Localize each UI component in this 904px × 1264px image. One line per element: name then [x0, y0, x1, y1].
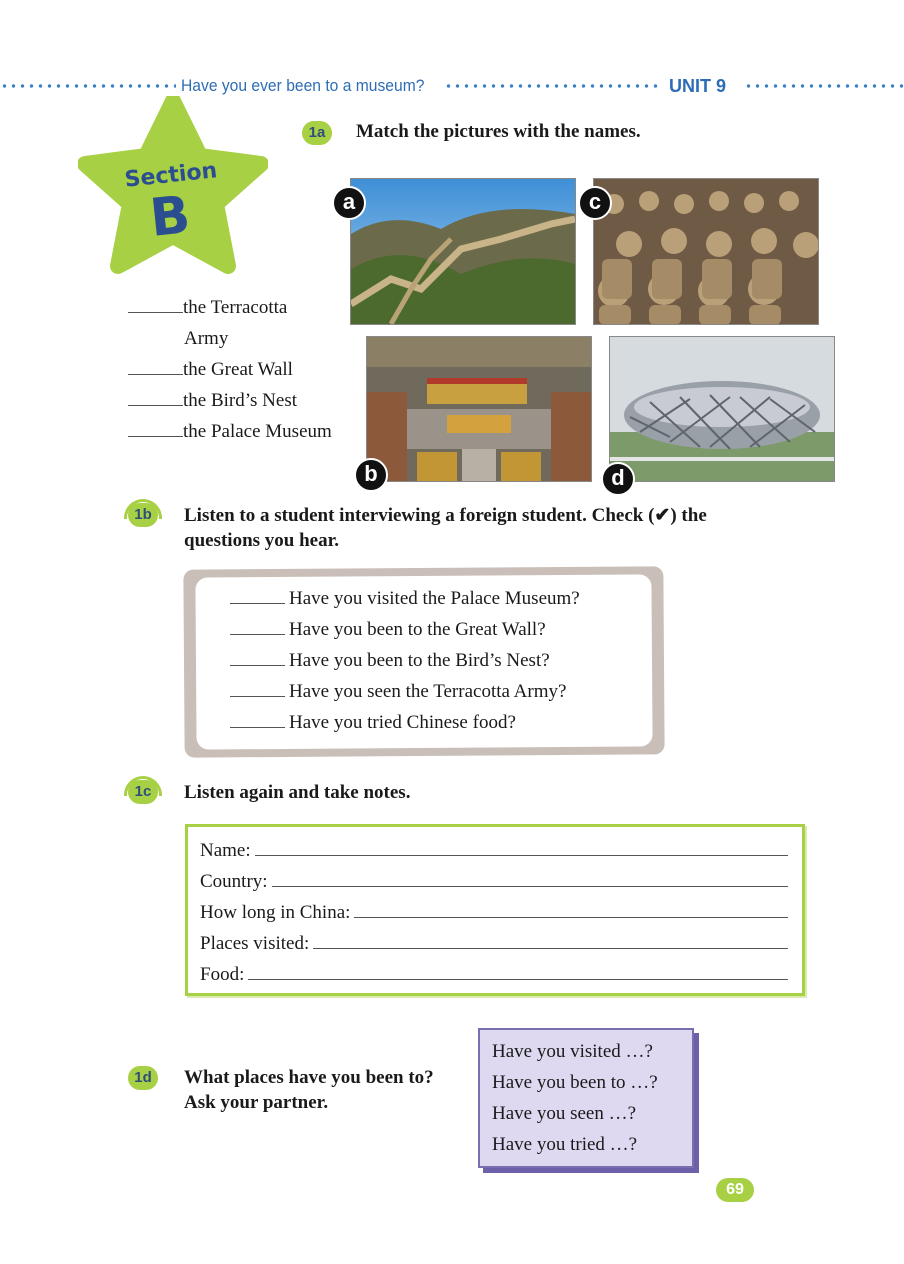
exercise-1d-instruction-line2: Ask your partner. [184, 1092, 329, 1113]
page-number: 69 [716, 1178, 754, 1202]
name-item: the Terracotta [128, 297, 287, 319]
photo-birds-nest [609, 336, 835, 482]
exercise-1a-badge: 1a [302, 121, 332, 145]
check-blank[interactable] [230, 696, 285, 697]
exercise-1d-instruction-line1: What places have you been to? [184, 1067, 434, 1088]
exercise-1d-badge: 1d [128, 1066, 158, 1090]
exercise-1b-badge: 1b [128, 503, 158, 527]
note-field-country[interactable]: Country: [200, 871, 788, 893]
name-item: the Great Wall [128, 359, 293, 381]
exercise-1c-badge: 1c [128, 780, 158, 804]
name-item: the Palace Museum [128, 421, 332, 443]
note-field-places[interactable]: Places visited: [200, 933, 788, 955]
photo-label-c: c [578, 186, 612, 220]
name-item: the Bird’s Nest [128, 390, 297, 412]
check-blank[interactable] [230, 634, 285, 635]
prompt-item: Have you tried …? [492, 1134, 638, 1155]
photo-palace-museum [366, 336, 592, 482]
answer-blank[interactable] [128, 312, 183, 313]
name-item-continued: Army [184, 328, 229, 349]
header-dots-right [744, 84, 904, 88]
question-item: Have you seen the Terracotta Army? [230, 681, 566, 703]
answer-blank[interactable] [128, 374, 183, 375]
exercise-1a-instruction: Match the pictures with the names. [356, 121, 641, 142]
header-dots-middle [444, 84, 658, 88]
photo-label-d: d [601, 462, 635, 496]
prompt-item: Have you been to …? [492, 1072, 658, 1093]
section-b-star [78, 96, 268, 276]
question-item: Have you visited the Palace Museum? [230, 588, 580, 610]
prompt-item: Have you visited …? [492, 1041, 653, 1062]
exercise-1b-instruction-line2: questions you hear. [184, 530, 340, 551]
photo-label-b: b [354, 458, 388, 492]
exercise-1b-instruction-line1: Listen to a student interviewing a foreign student. Check (✔) the [184, 505, 707, 526]
header-dots-left [0, 84, 176, 88]
question-item: Have you been to the Great Wall? [230, 619, 546, 641]
section-letter: B [147, 185, 193, 249]
question-item: Have you tried Chinese food? [230, 712, 516, 734]
header-title: Have you ever been to a museum? [181, 76, 425, 95]
check-blank[interactable] [230, 603, 285, 604]
photo-great-wall [350, 178, 576, 325]
photo-terracotta-army [593, 178, 819, 325]
section-word: Section [123, 158, 219, 193]
prompt-item: Have you seen …? [492, 1103, 637, 1124]
exercise-1c-instruction: Listen again and take notes. [184, 782, 411, 803]
note-field-name[interactable]: Name: [200, 840, 788, 862]
question-item: Have you been to the Bird’s Nest? [230, 650, 550, 672]
check-blank[interactable] [230, 665, 285, 666]
note-field-how-long[interactable]: How long in China: [200, 902, 788, 924]
answer-blank[interactable] [128, 436, 183, 437]
check-blank[interactable] [230, 727, 285, 728]
header-unit: UNIT 9 [669, 76, 727, 96]
note-field-food[interactable]: Food: [200, 964, 788, 986]
photo-label-a: a [332, 186, 366, 220]
answer-blank[interactable] [128, 405, 183, 406]
